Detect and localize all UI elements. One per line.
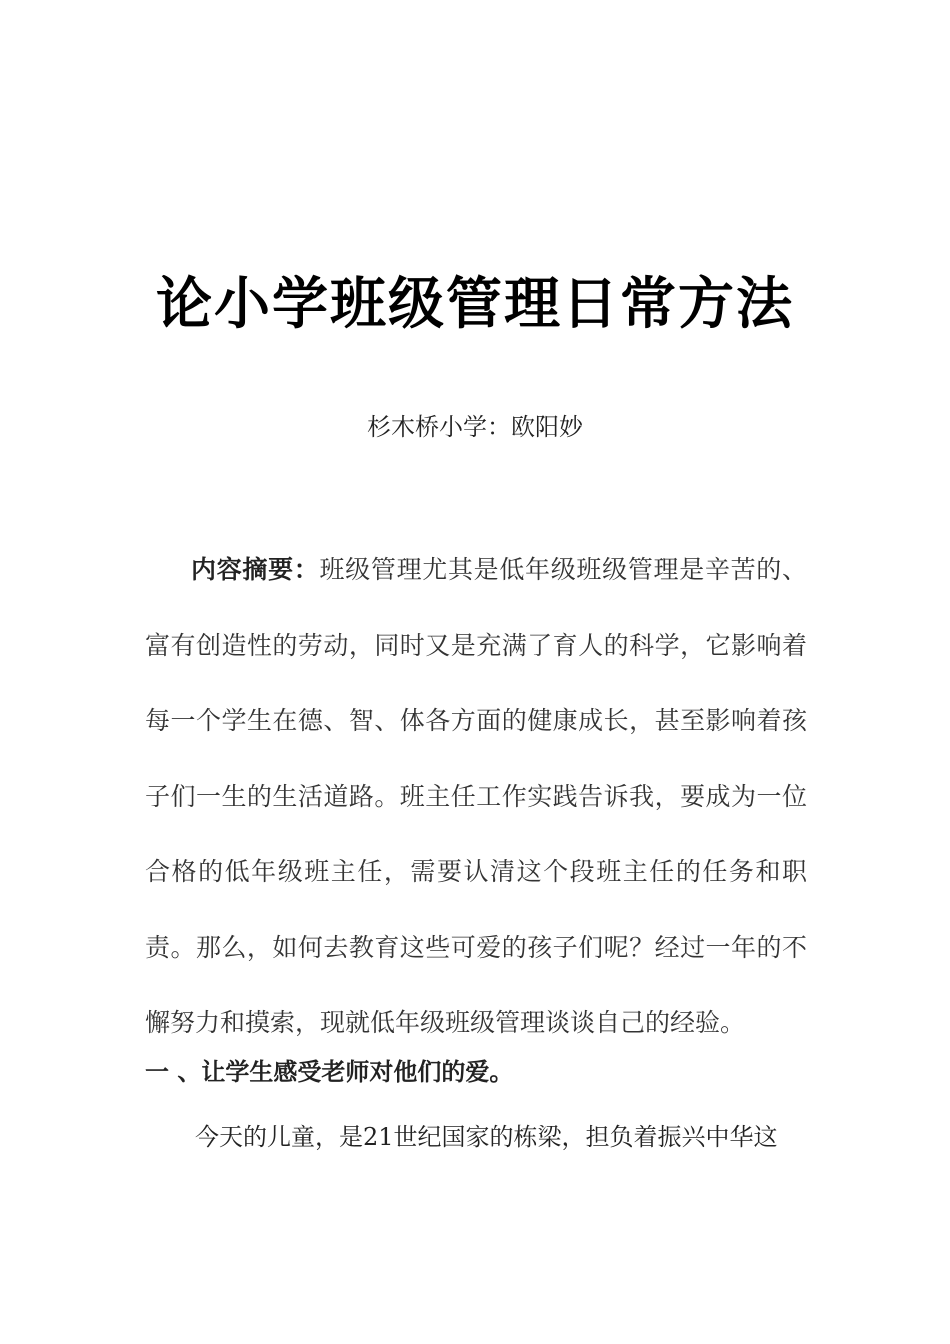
document-title: 论小学班级管理日常方法 (156, 270, 794, 337)
body-paragraph: 今天的儿童，是21世纪国家的栋梁，担负着振兴中华这 (195, 1123, 778, 1151)
abstract-label: 内容摘要： (191, 555, 320, 584)
section-heading: 一 、让学生感受老师对他们的爱。 (145, 1058, 514, 1086)
abstract-text: 班级管理尤其是低年级班级管理是辛苦的、富有创造性的劳动，同时又是充满了育人的科学，它影响着每一个学生在德、智、体各方面的健康成长，甚至影响着孩子们一生的生活道路。班主任工作实践告诉我，要成为一位合格的低年级班主任，需要认清这个段班主任的任务和职责。那么，如何去教育这些可爱的孩子们呢？经过一年的不懈努力和摸索，现就低年级班级管理谈谈自己的经验。 (145, 555, 807, 1037)
author-line: 杉木桥小学：欧阳妙 (367, 413, 583, 441)
abstract-paragraph (145, 532, 807, 1061)
